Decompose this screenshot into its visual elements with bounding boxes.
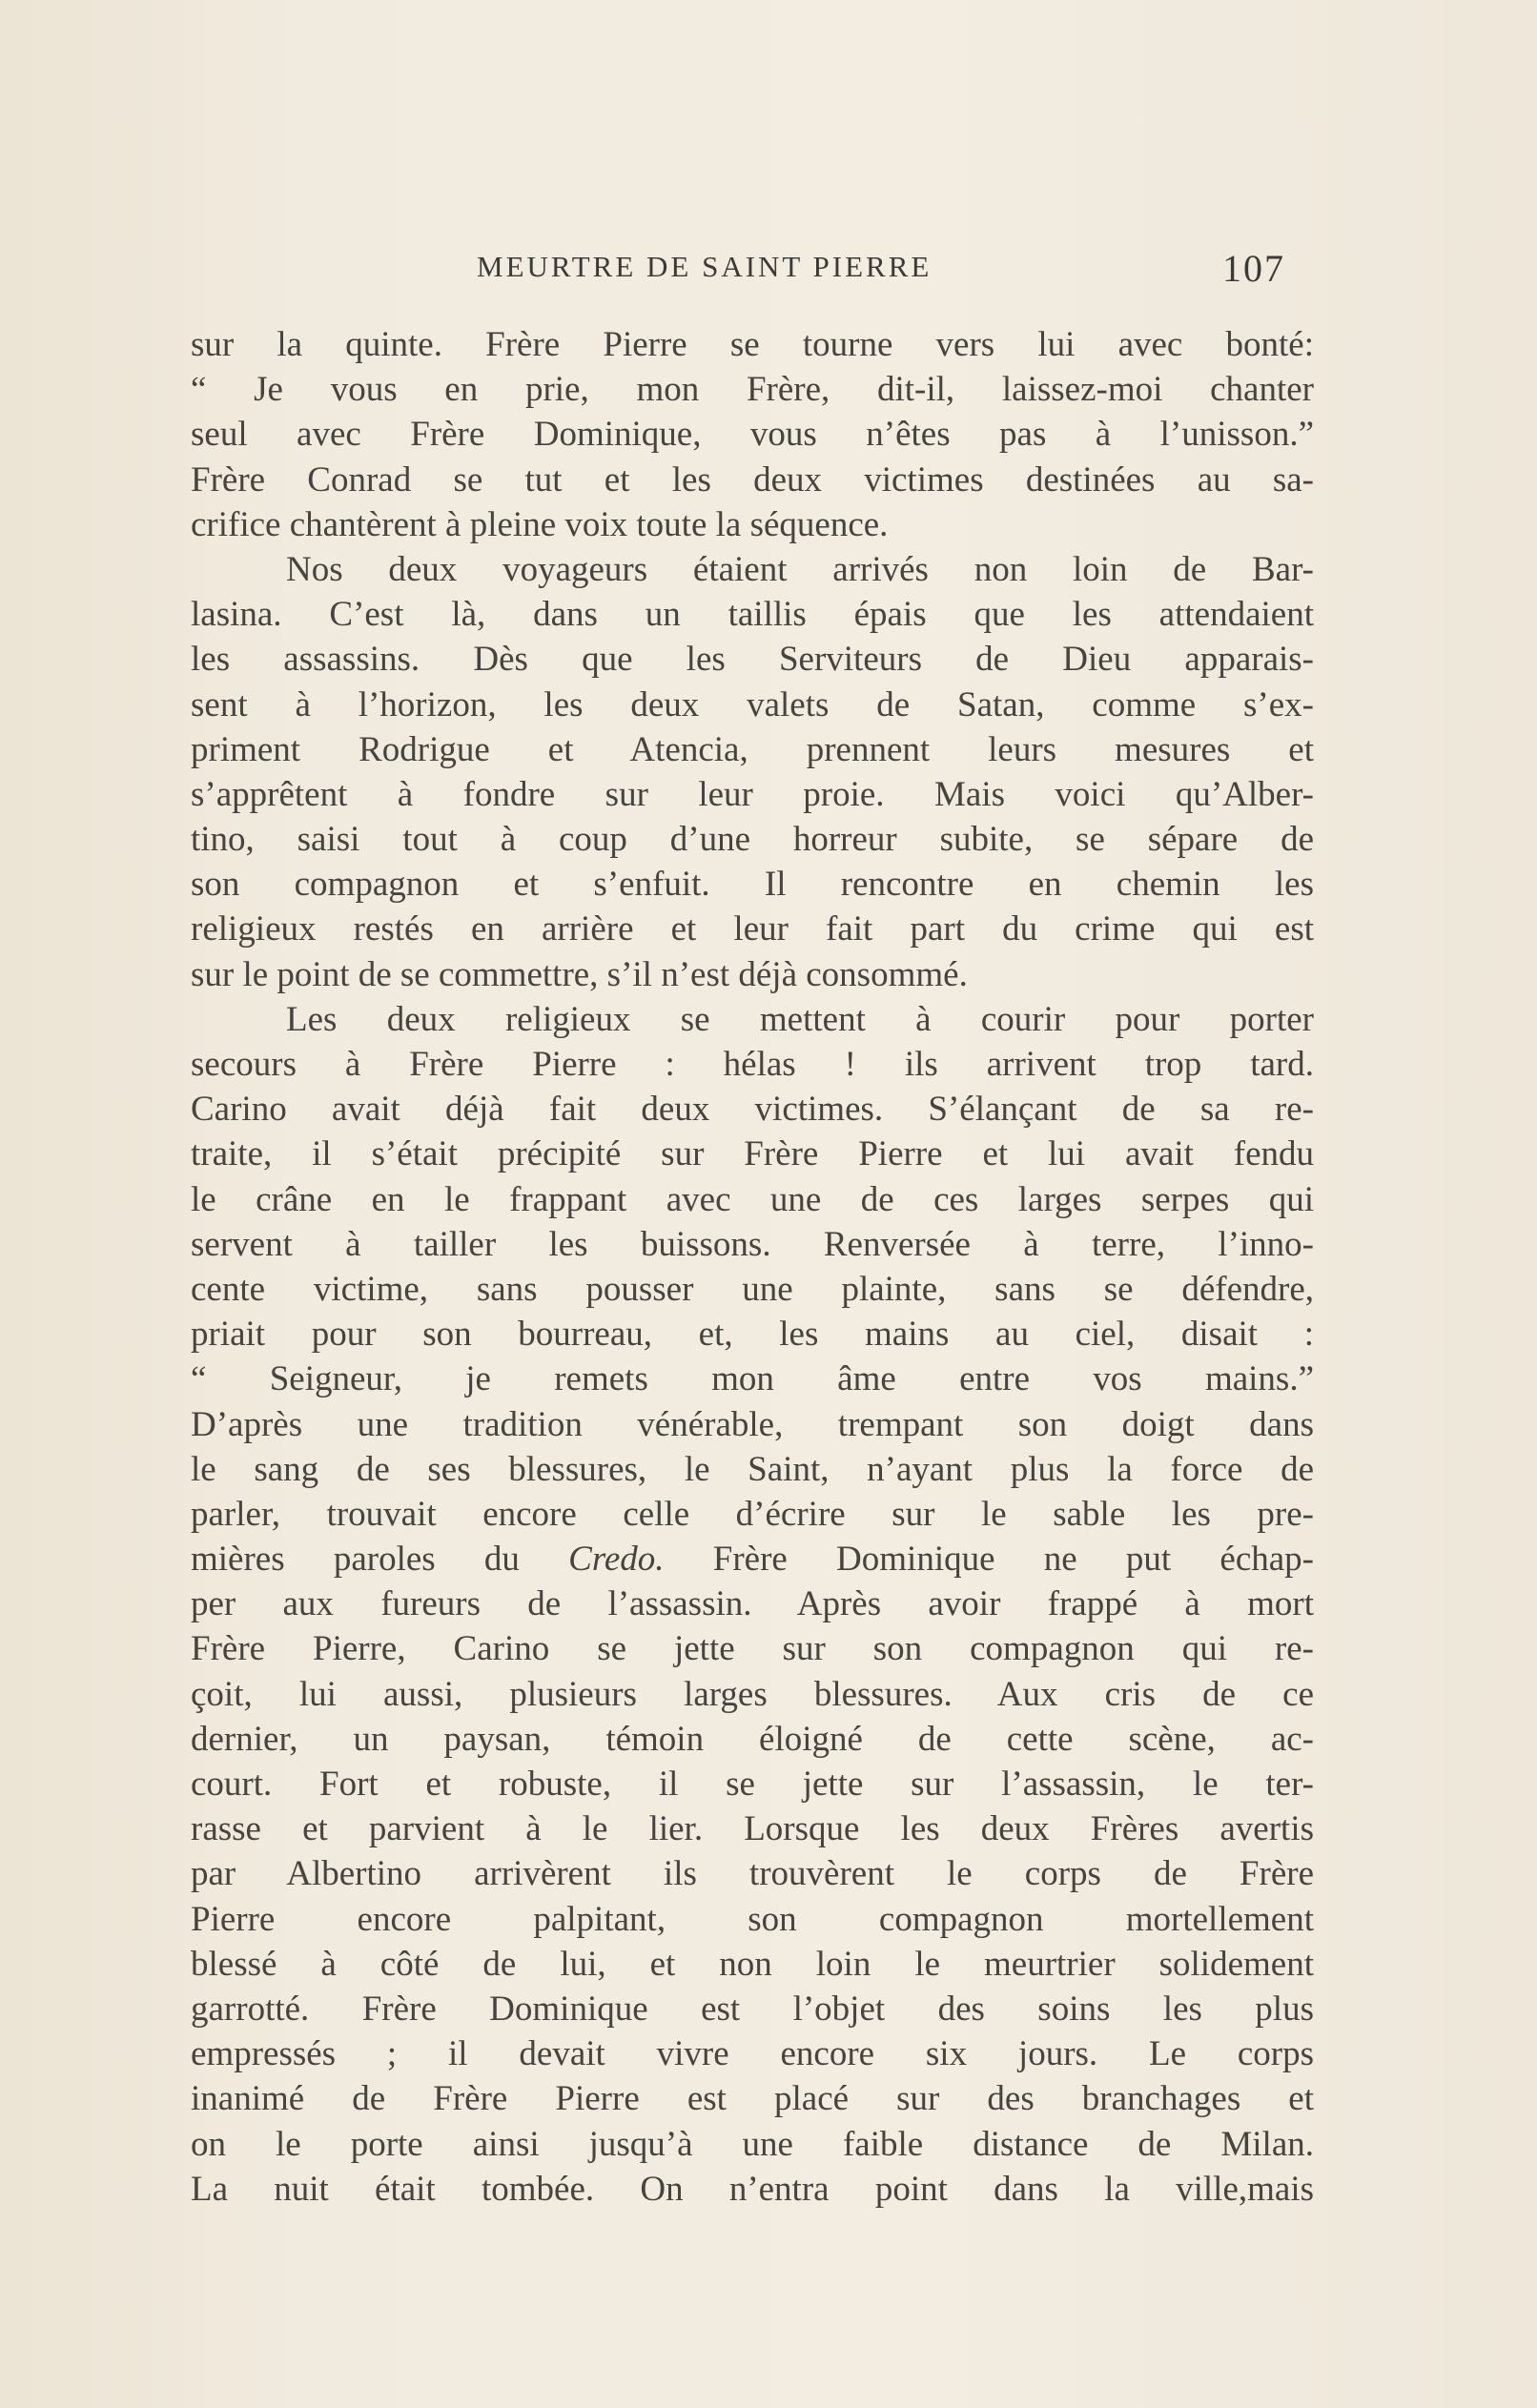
text-line: inanimé de Frère Pierre est placé sur des branchages et xyxy=(191,2079,1314,2119)
page-number: 107 xyxy=(1222,247,1285,290)
text-line: blessé à côté de lui, et non loin le meurtrier solidement xyxy=(191,1944,1314,1984)
text-line: traite, il s’était précipité sur Frère Pierre et lui avait fendu xyxy=(191,1134,1314,1174)
text-line: le crâne en le frappant avec une de ces larges serpes qui xyxy=(191,1179,1314,1219)
text-line: sur la quinte. Frère Pierre se tourne vers lui avec bonté: xyxy=(191,325,1314,364)
text-line: par Albertino arrivèrent ils trouvèrent le corps de Frère xyxy=(191,1854,1314,1894)
text-line: D’après une tradition vénérable, trempant son doigt dans xyxy=(191,1404,1314,1444)
text-line: La nuit était tombée. On n’entra point dans la ville,mais xyxy=(191,2169,1314,2209)
text-line: tino, saisi tout à coup d’une horreur subite, se sépare de xyxy=(191,820,1314,860)
running-head: MEURTRE DE SAINT PIERRE xyxy=(477,250,932,283)
text-line: secours à Frère Pierre : hélas ! ils arrivent trop tard. xyxy=(191,1045,1314,1084)
text-line: priait pour son bourreau, et, les mains au ciel, disait : xyxy=(191,1315,1314,1355)
body-text xyxy=(191,322,1314,2212)
text-line: “ Je vous en prie, mon Frère, dit-il, laissez-moi chanter xyxy=(191,370,1314,410)
text-line: parler, trouvait encore celle d’écrire sur le sable les pre- xyxy=(191,1494,1314,1534)
text-line-credo xyxy=(191,1537,1314,1582)
text-line: le sang de ses blessures, le Saint, n’ayant plus la force de xyxy=(191,1449,1314,1489)
page-header xyxy=(191,247,1316,297)
text-line: Frère Conrad se tut et les deux victimes destinées au sa- xyxy=(191,459,1314,500)
text-line: religieux restés en arrière et leur fait part du crime qui est xyxy=(191,909,1314,949)
text-fragment: mières paroles du xyxy=(191,1540,569,1580)
text-line: Carino avait déjà fait deux victimes. S’élançant de sa re- xyxy=(191,1090,1314,1130)
text-line: sur le point de se commettre, s’il n’est déjà consommé. xyxy=(191,954,968,994)
text-line: crifice chantèrent à pleine voix toute la séquence. xyxy=(191,504,889,544)
text-line: sent à l’horizon, les deux valets de Satan, comme s’ex- xyxy=(191,684,1314,724)
text-fragment: Frère Dominique ne put échap- xyxy=(664,1540,1314,1580)
text-line: priment Rodrigue et Atencia, prennent leurs mesures et xyxy=(191,729,1314,769)
text-line: on le porte ainsi jusqu’à une faible distance de Milan. xyxy=(191,2124,1314,2164)
credo-italic: Credo. xyxy=(568,1540,665,1580)
text-line: garrotté. Frère Dominique est l’objet des soins les plus xyxy=(191,1989,1314,2029)
text-line: les assassins. Dès que les Serviteurs de Dieu apparais- xyxy=(191,640,1314,680)
text-line: dernier, un paysan, témoin éloigné de cette scène, ac- xyxy=(191,1719,1314,1759)
text-line: rasse et parvient à le lier. Lorsque les deux Frères avertis xyxy=(191,1809,1314,1849)
text-line: s’apprêtent à fondre sur leur proie. Mais voici qu’Alber- xyxy=(191,774,1314,814)
text-line: cente victime, sans pousser une plainte, sans se défendre, xyxy=(191,1269,1314,1309)
text-line: empressés ; il devait vivre encore six jours. Le corps xyxy=(191,2034,1314,2074)
text-line: per aux fureurs de l’assassin. Après avoir frappé à mort xyxy=(191,1584,1314,1624)
text-line: court. Fort et robuste, il se jette sur l’assassin, le ter- xyxy=(191,1765,1314,1804)
text-line: çoit, lui aussi, plusieurs larges blessures. Aux cris de ce xyxy=(191,1674,1314,1714)
text-line: servent à tailler les buissons. Renversée à terre, l’inno- xyxy=(191,1224,1314,1264)
text-line: seul avec Frère Dominique, vous n’êtes pas à l’unisson.” xyxy=(191,415,1314,455)
text-line: Nos deux voyageurs étaient arrivés non loin de Bar- xyxy=(286,549,1314,589)
text-line: lasina. C’est là, dans un taillis épais que les attendaient xyxy=(191,595,1314,635)
text-line: Les deux religieux se mettent à courir pour porter xyxy=(286,999,1314,1039)
text-line: “ Seigneur, je remets mon âme entre vos mains.” xyxy=(191,1359,1314,1399)
text-line: son compagnon et s’enfuit. Il rencontre en chemin les xyxy=(191,865,1314,905)
text-line: Pierre encore palpitant, son compagnon mortellement xyxy=(191,1899,1314,1939)
text-line: Frère Pierre, Carino se jette sur son compagnon qui re- xyxy=(191,1629,1314,1669)
